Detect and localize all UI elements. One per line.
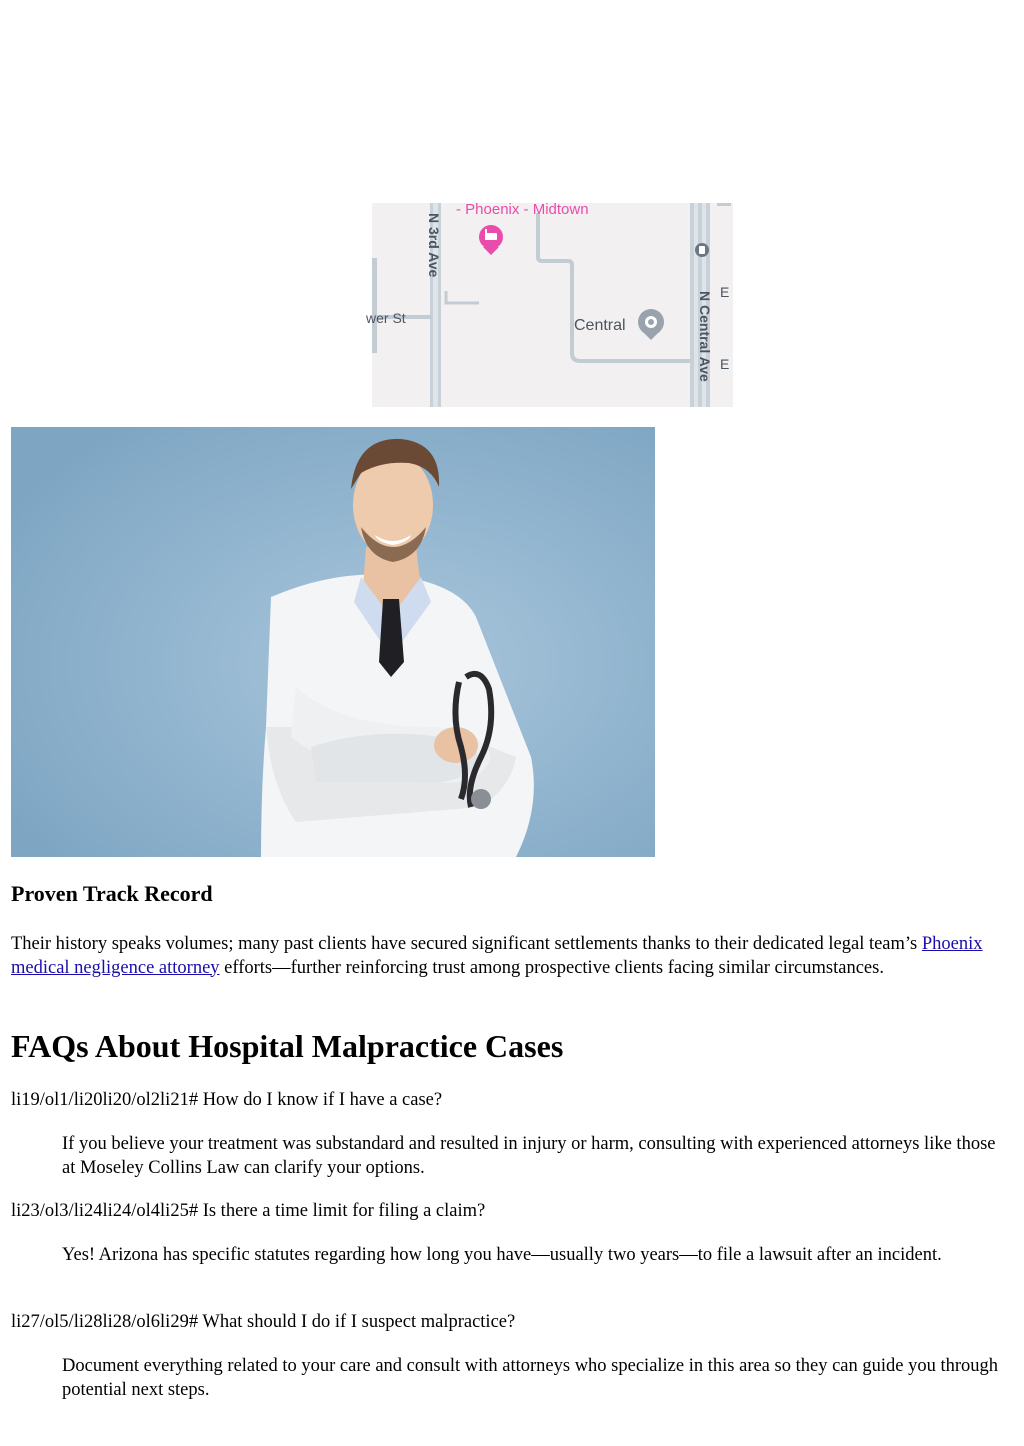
faq-answer-2: Yes! Arizona has specific statutes regarding how long you have—usually two years—to file a lawsuit after an incident. (62, 1245, 942, 1265)
track-record-text-before: Their history speaks volumes; many past clients have secured significant settlements thanks to their dedicated legal team’s (11, 934, 922, 954)
faq-heading: FAQs About Hospital Malpractice Cases (11, 1028, 564, 1064)
track-record-paragraph (11, 933, 1011, 980)
faq-answer-1: If you believe your treatment was substandard and resulted in injury or harm, consulting with experienced attorneys like those at Moseley Collins Law can clarify your options. (62, 1134, 996, 1178)
map-label-midtown: - Phoenix - Midtown (456, 201, 589, 218)
map-label-central: Central (574, 317, 626, 334)
location-map[interactable] (366, 201, 733, 407)
doctor-illustration (11, 427, 655, 857)
section-heading-track-record: Proven Track Record (11, 881, 213, 906)
doctor-photo (11, 427, 655, 857)
map-label-central-ave: N Central Ave (697, 291, 713, 382)
faq-question-3: li27/ol5/li28li28/ol6li29# What should I do if I suspect malpractice? (11, 1312, 516, 1332)
map-label-edge-e1: E (720, 284, 730, 300)
negligence-attorney-link[interactable]: Phoenix medical negligence attorney (11, 934, 983, 978)
faq-question-1: li19/ol1/li20li20/ol2li21# How do I know if I have a case? (11, 1090, 443, 1110)
parking-icon[interactable] (695, 243, 709, 257)
map-label-3rd-ave: N 3rd Ave (426, 213, 442, 278)
track-record-text-after: efforts—further reinforcing trust among prospective clients facing similar circumstances. (219, 957, 884, 978)
map-label-edge-e2: E (720, 356, 730, 372)
faq-question-2: li23/ol3/li24li24/ol4li25# Is there a time limit for filing a claim? (11, 1201, 486, 1221)
map-graphic (366, 201, 733, 407)
faq-answer-3: Document everything related to your care and consult with attorneys who specialize in this area so they can guide you through potential next steps. (62, 1356, 999, 1400)
map-label-power-st: wer St (366, 310, 406, 326)
